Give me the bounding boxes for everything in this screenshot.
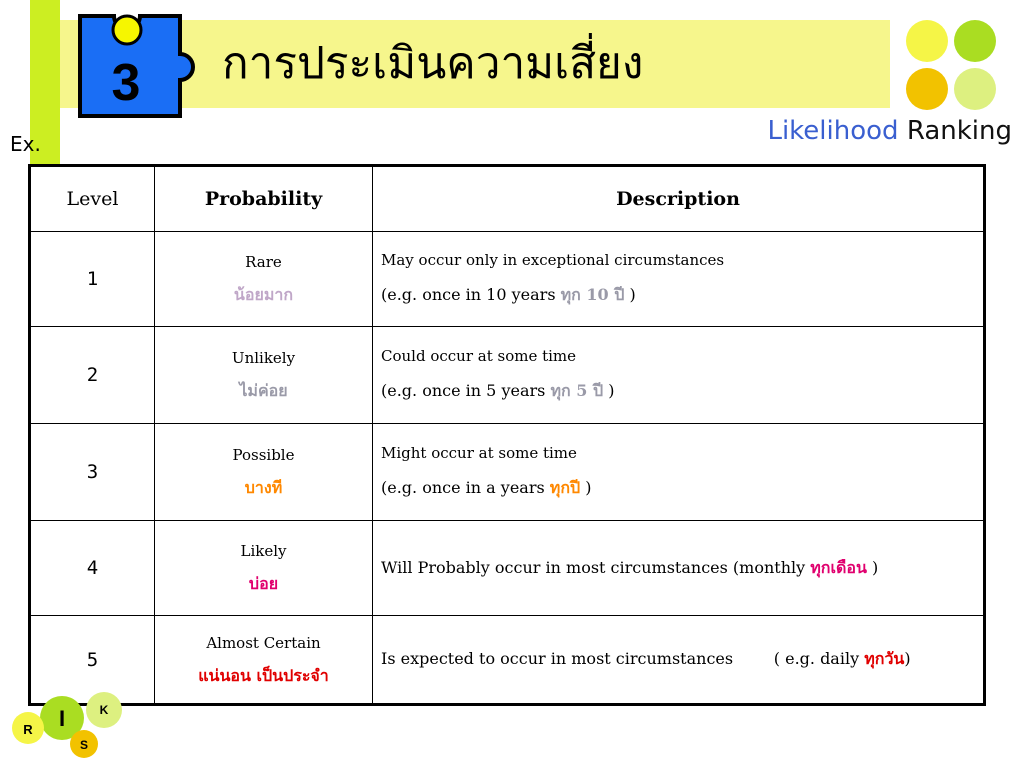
row-level: 3: [30, 424, 155, 521]
subtitle-ranking: Ranking: [906, 116, 1012, 146]
dot-green-icon: [954, 20, 996, 62]
probability-th: บ่อย: [248, 574, 279, 594]
example-text: [381, 478, 592, 497]
dot-lightgreen-icon: [954, 68, 996, 110]
likelihood-table: [28, 164, 986, 706]
probability-en: Possible: [232, 446, 295, 465]
description-prefix: Will Probably occur in most circumstances (monthly: [381, 557, 811, 577]
probability-en: Unlikely: [231, 349, 296, 368]
subtitle: [767, 116, 1012, 146]
row-description: [373, 424, 985, 521]
logo-letter-s: S: [79, 738, 89, 752]
row-probability: [155, 521, 373, 616]
row-level: 2: [30, 327, 155, 424]
row-level: 4: [30, 521, 155, 616]
example-suffix: ): [580, 477, 592, 497]
row-description: [373, 616, 985, 705]
subtitle-likelihood: Likelihood: [767, 116, 899, 146]
probability-en: Almost Certain: [206, 633, 321, 652]
row-level: 1: [30, 232, 155, 327]
table-row: [30, 616, 985, 705]
table-row: [30, 232, 985, 327]
probability-en: Likely: [240, 542, 287, 561]
description-text: Could occur at some time: [381, 346, 577, 365]
example-text: [381, 285, 636, 304]
dot-gold-icon: [906, 68, 948, 110]
description-thai: ทุกวัน: [864, 649, 905, 668]
risk-logo: [8, 690, 138, 768]
row-probability: [155, 327, 373, 424]
row-probability: [155, 616, 373, 705]
probability-th: ไม่ค่อย: [239, 381, 288, 401]
header-level: Level: [30, 166, 155, 232]
decorative-dots: [906, 20, 998, 112]
probability-th: แน่นอน เป็นประจำ: [198, 665, 329, 685]
example-suffix: ): [624, 284, 636, 304]
description-thai: ทุกเดือน: [810, 557, 867, 577]
probability-th: บางที: [244, 478, 283, 498]
row-description: [373, 521, 985, 616]
example-thai: ทุก 5 ปี: [550, 380, 604, 400]
example-text: [381, 381, 614, 400]
description-text: May occur only in exceptional circumstances: [381, 250, 725, 269]
probability-en: Rare: [245, 253, 282, 272]
header-description: Description: [373, 166, 985, 232]
row-probability: [155, 424, 373, 521]
dot-yellow-icon: [906, 20, 948, 62]
example-thai: ทุก 10 ปี: [560, 284, 625, 304]
example-prefix: (e.g. once in 5 years: [381, 380, 551, 400]
table-header-row: [30, 166, 985, 232]
example-prefix: (e.g. once in 10 years: [381, 284, 561, 304]
puzzle-piece-icon: [74, 6, 214, 120]
row-description: [373, 232, 985, 327]
probability-th: น้อยมาก: [233, 285, 294, 305]
example-suffix: ): [603, 380, 615, 400]
description-suffix: ): [904, 649, 911, 668]
description-text: [381, 558, 878, 577]
description-text: Might occur at some time: [381, 443, 577, 462]
table-row: [30, 521, 985, 616]
table-row: [30, 424, 985, 521]
logo-letter-i: I: [58, 706, 66, 731]
slide-number: 3: [111, 54, 141, 112]
example-prefix: (e.g. once in a years: [381, 477, 550, 497]
row-probability: [155, 232, 373, 327]
logo-letter-r: R: [23, 722, 33, 737]
example-label: Ex.: [10, 132, 41, 156]
description-suffix: ): [866, 557, 879, 577]
row-description: [373, 327, 985, 424]
header-probability: Probability: [155, 166, 373, 232]
slide-title: การประเมินความเสี่ยง: [222, 38, 644, 89]
description-prefix: Is expected to occur in most circumstances ( e.g. daily: [381, 649, 865, 668]
description-text: [381, 649, 911, 668]
example-thai: ทุกปี: [549, 477, 581, 497]
logo-letter-k: K: [99, 703, 109, 717]
row-level: 5: [30, 616, 155, 705]
table-row: [30, 327, 985, 424]
